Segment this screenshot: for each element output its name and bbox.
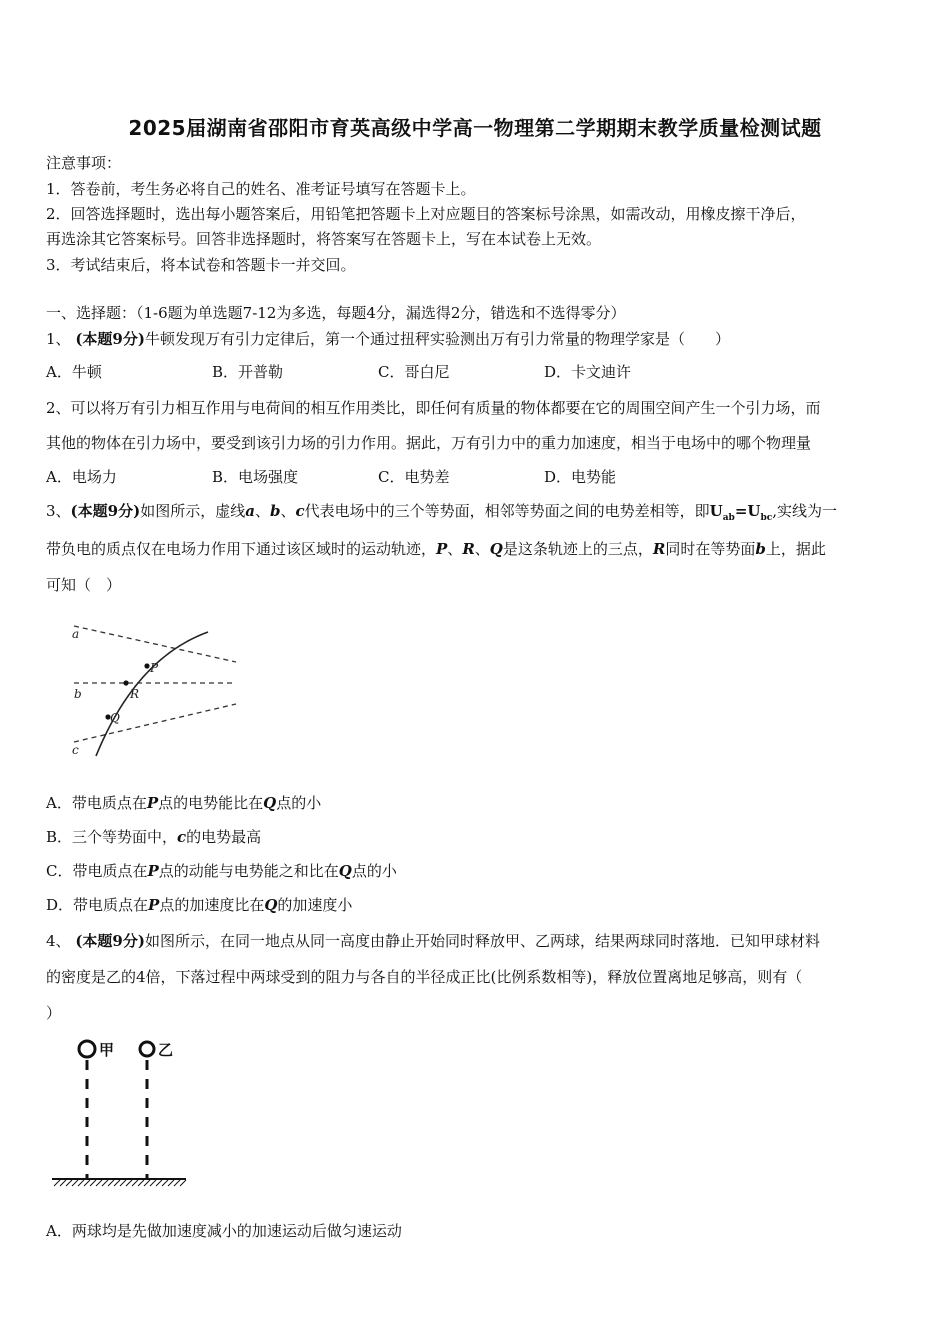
q3-sep-1: 、: [254, 502, 270, 520]
opt-b-pre: B．三个等势面中，: [46, 828, 178, 846]
notice-item-1: 1．答卷前，考生务必将自己的姓名、准考证号填写在答题卡上。: [46, 180, 476, 198]
q4-number: 4、: [46, 932, 71, 950]
q3-number: 3、: [46, 502, 71, 520]
q1-score: (本题9分): [75, 330, 145, 348]
ball-jia: [79, 1041, 95, 1057]
opt-a-v1: P: [146, 794, 159, 812]
q3-line-2: 带负电的质点仅在电场力作用下通过该区域时的运动轨迹，P、R、Q是这条轨迹上的三点，R同时在等势面b上，据此: [46, 540, 826, 558]
q3-text-1: 如图所示，虚线: [140, 502, 246, 520]
opt-d-post: 的加速度小: [277, 896, 353, 914]
label-q: Q: [110, 711, 120, 725]
var-p: P: [436, 540, 448, 558]
var-r-2: R: [652, 540, 666, 558]
var-q: Q: [489, 540, 503, 558]
q2-option-a: A．电场力: [46, 468, 117, 486]
q2-option-c: C．电势差: [378, 468, 450, 486]
q1-option-a: A．牛顿: [46, 363, 102, 381]
opt-c-post: 点的小: [351, 862, 397, 880]
label-b: b: [74, 687, 82, 701]
label-yi: 乙: [158, 1041, 174, 1059]
q3-text-2: 代表电场中的三个等势面，相邻等势面之间的电势差相等，即: [304, 502, 710, 520]
equipotential-a: [74, 626, 236, 662]
q3-text-7: 上，据此: [765, 540, 826, 558]
var-eq-u: =U: [734, 502, 761, 520]
point-r: [123, 680, 128, 685]
notice-item-2-cont: 再选涂其它答案标号。回答非选择题时，将答案写在答题卡上，写在本试卷上无效。: [46, 230, 602, 248]
q4-line-1: [46, 930, 820, 951]
q1-text: 牛顿发现万有引力定律后，第一个通过扭秤实验测出万有引力常量的物理学家是（ ）: [144, 330, 730, 348]
q1-option-d: D．卡文迪许: [544, 363, 632, 381]
label-r: R: [130, 687, 140, 701]
q4-text-1: 如图所示，在同一地点从同一高度由静止开始同时释放甲、乙两球，结果两球同时落地．已知甲球材料: [144, 932, 820, 950]
notice-item-2: 2．回答选择题时，选出每小题答案后，用铅笔把答题卡上对应题目的答案标号涂黑，如需改动，用橡皮擦干净后，: [46, 205, 806, 223]
var-u: U: [709, 502, 723, 520]
label-c: c: [72, 743, 79, 757]
q1-option-c: C．哥白尼: [378, 363, 450, 381]
opt-c-mid: 点的动能与电势能之和比在: [158, 862, 339, 880]
q1-option-b: B．开普勒: [212, 363, 284, 381]
var-a: a: [245, 502, 255, 520]
q4-line-2: 的密度是乙的4倍，下落过程中两球受到的阻力与各自的半径成正比(比例系数相等)，释放位置离地足够高，则有（: [46, 968, 803, 986]
label-p: P: [150, 661, 159, 675]
notice-heading: 注意事项：: [46, 154, 122, 172]
trajectory-curve: [96, 632, 208, 756]
q3-sep-2: 、: [280, 502, 296, 520]
point-p: [144, 663, 149, 668]
q3-option-c: [46, 860, 397, 881]
var-c: c: [295, 502, 305, 520]
var-b-2: b: [755, 540, 766, 558]
q2-option-b: B．电场强度: [212, 468, 299, 486]
opt-a-pre: A．带电质点在: [46, 794, 147, 812]
section-heading: 一、选择题：（1-6题为单选题7-12为多选，每题4分，漏选得2分，错选和不选得零分）: [46, 304, 626, 322]
q2-option-d: D．电势能: [544, 468, 617, 486]
var-b: b: [269, 502, 281, 520]
q3-text-3: ,实线为一: [772, 502, 838, 520]
equipotential-figure: [66, 618, 266, 758]
sub-bc: bc: [760, 513, 773, 523]
opt-d-v2: Q: [264, 896, 278, 914]
page-title: 2025届湖南省邵阳市育英高级中学高一物理第二学期期末教学质量检测试题: [128, 116, 822, 140]
q3-option-b: [46, 826, 261, 847]
q3-text-6: 同时在等势面: [665, 540, 756, 558]
notice-item-3: 3．考试结束后，将本试卷和答题卡一并交回。: [46, 256, 356, 274]
opt-b-mid: 的电势最高: [186, 828, 262, 846]
q3-score: (本题9分): [70, 502, 141, 520]
q4-line-3: ）: [46, 1004, 62, 1022]
q3-text-4: 带负电的质点仅在电场力作用下通过该区域时的运动轨迹，: [46, 540, 437, 558]
equipotential-c: [74, 704, 236, 742]
q1-number: 1、: [46, 330, 71, 348]
q3-line-1: [46, 500, 837, 523]
question-1: [46, 328, 730, 349]
opt-c-v1: P: [147, 862, 159, 880]
opt-a-post: 点的小: [276, 794, 322, 812]
q4-option-a: A．两球均是先做加速度减小的加速运动后做匀速运动: [46, 1222, 402, 1240]
opt-d-pre: D．带电质点在: [46, 896, 149, 914]
var-r: R: [462, 540, 475, 558]
q3-option-a: [46, 792, 321, 813]
sub-ab: ab: [722, 513, 735, 523]
falling-balls-figure: [44, 1032, 194, 1192]
opt-c-pre: C．带电质点在: [46, 862, 148, 880]
q3-line-3: 可知（ ）: [46, 576, 122, 594]
opt-b-v1: c: [177, 828, 187, 846]
opt-a-v2: Q: [263, 794, 277, 812]
q3-option-d: [46, 894, 352, 915]
q1-options: [46, 361, 631, 382]
q2-line-2: 其他的物体在引力场中，要受到该引力场的引力作用。据此，万有引力中的重力加速度，相当于电场中的哪个物理量: [46, 434, 812, 452]
opt-d-v1: P: [148, 896, 160, 914]
opt-c-v2: Q: [338, 862, 352, 880]
opt-a-mid: 点的电势能比在: [158, 794, 264, 812]
q4-score: (本题9分): [75, 932, 145, 950]
ball-yi: [140, 1042, 154, 1056]
q3-text-5: 是这条轨迹上的三点，: [502, 540, 653, 558]
q2-options: [46, 466, 616, 487]
label-a: a: [72, 627, 80, 641]
label-jia: 甲: [99, 1041, 115, 1059]
q2-line-1: 2、可以将万有引力相互作用与电荷间的相互作用类比，即任何有质量的物体都要在它的周围空间产生一个引力场，而: [46, 399, 821, 417]
ground-hatching: [54, 1180, 186, 1186]
opt-d-mid: 点的加速度比在: [159, 896, 265, 914]
